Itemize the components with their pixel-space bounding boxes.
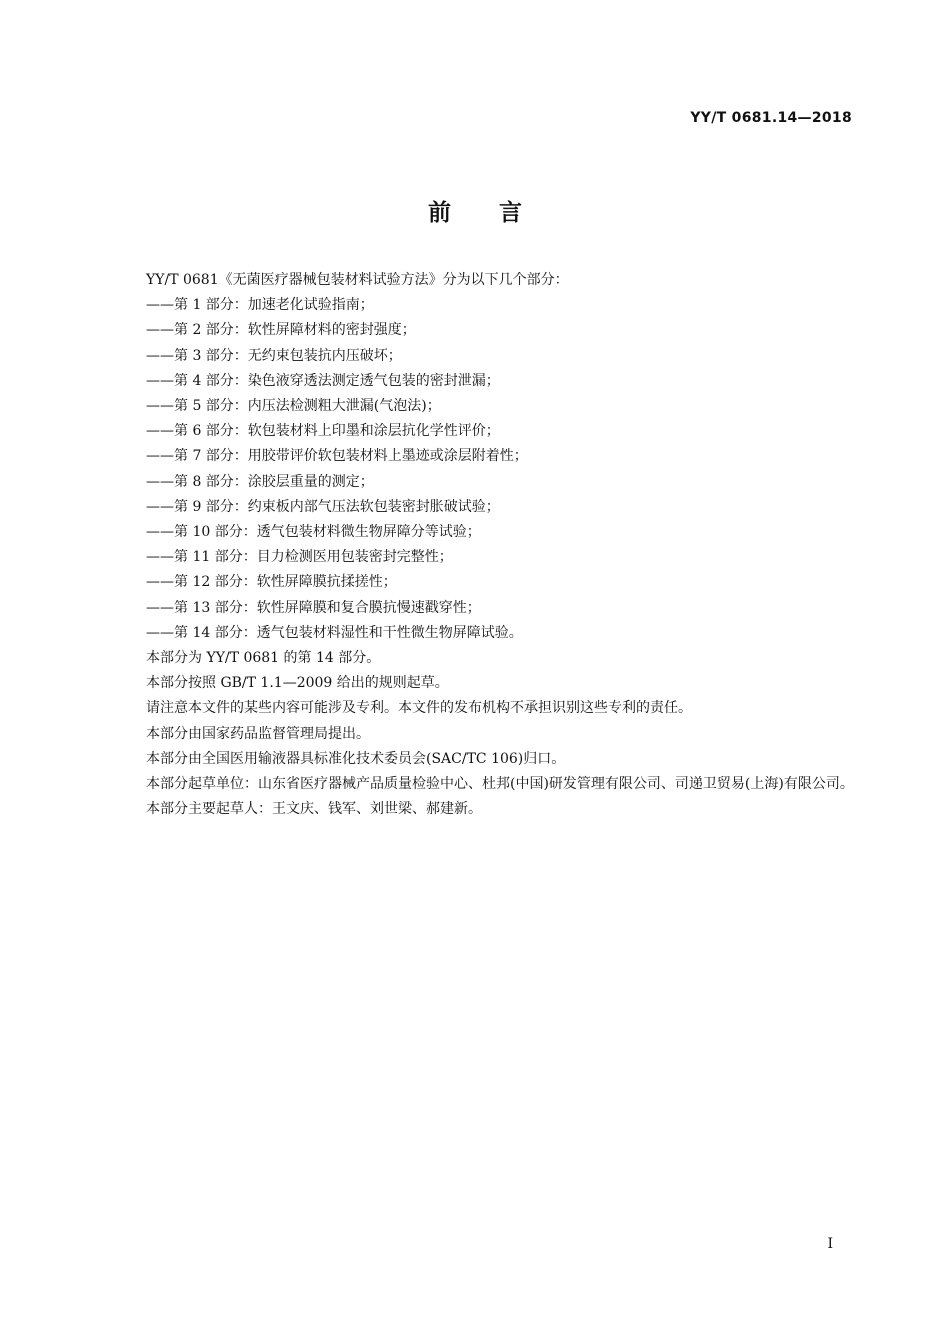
part-item-6: ——第 6 部分：软包装材料上印墨和涂层抗化学性评价；: [146, 423, 500, 440]
part-of-statement: 本部分为 YY/T 0681 的第 14 部分。: [146, 650, 381, 667]
part-item-2: ——第 2 部分：软性屏障材料的密封强度；: [146, 322, 416, 339]
part-item-3: ——第 3 部分：无约束包装抗内压破坏；: [146, 347, 402, 364]
part-item-4: ——第 4 部分：染色液穿透法测定透气包装的密封泄漏；: [146, 372, 500, 389]
centralized-by-statement: 本部分由全国医用输液器具标准化技术委员会(SAC/TC 106)归口。: [146, 750, 566, 767]
part-item-14: ——第 14 部分：透气包装材料湿性和干性微生物屏障试验。: [146, 624, 523, 641]
patent-notice: 请注意本文件的某些内容可能涉及专利。本文件的发布机构不承担识别这些专利的责任。: [146, 700, 692, 717]
part-item-10: ——第 10 部分：透气包装材料微生物屏障分等试验；: [146, 524, 481, 541]
drafting-units-statement: 本部分起草单位：山东省医疗器械产品质量检验中心、杜邦(中国)研发管理有限公司、司递卫贸易(上海)有限公司。: [146, 776, 854, 793]
drafters-statement: 本部分主要起草人：王文庆、钱军、刘世梁、郝建新。: [146, 801, 482, 818]
part-item-7: ——第 7 部分：用胶带评价软包装材料上墨迹或涂层附着性；: [146, 448, 528, 465]
part-item-13: ——第 13 部分：软性屏障膜和复合膜抗慢速戳穿性；: [146, 599, 481, 616]
part-item-5: ——第 5 部分：内压法检测粗大泄漏(气泡法)；: [146, 398, 441, 415]
standard-number: YY/T 0681.14—2018: [690, 110, 852, 126]
title-char-1: 前: [428, 200, 451, 226]
foreword-body: [118, 268, 858, 822]
page-number: I: [827, 1236, 833, 1252]
title-char-2: 言: [499, 200, 522, 226]
part-item-1: ——第 1 部分：加速老化试验指南；: [146, 297, 374, 314]
part-item-8: ——第 8 部分：涂胶层重量的测定；: [146, 473, 374, 490]
part-item-9: ——第 9 部分：约束板内部气压法软包装密封胀破试验；: [146, 498, 500, 515]
proposed-by-statement: 本部分由国家药品监督管理局提出。: [146, 725, 370, 742]
page-title: [0, 194, 950, 227]
drafting-rules-statement: 本部分按照 GB/T 1.1—2009 给出的规则起草。: [146, 675, 449, 692]
intro-paragraph: YY/T 0681《无菌医疗器械包装材料试验方法》分为以下几个部分：: [146, 272, 569, 288]
part-item-11: ——第 11 部分：目力检测医用包装密封完整性；: [146, 549, 453, 566]
part-item-12: ——第 12 部分：软性屏障膜抗揉搓性；: [146, 574, 397, 591]
